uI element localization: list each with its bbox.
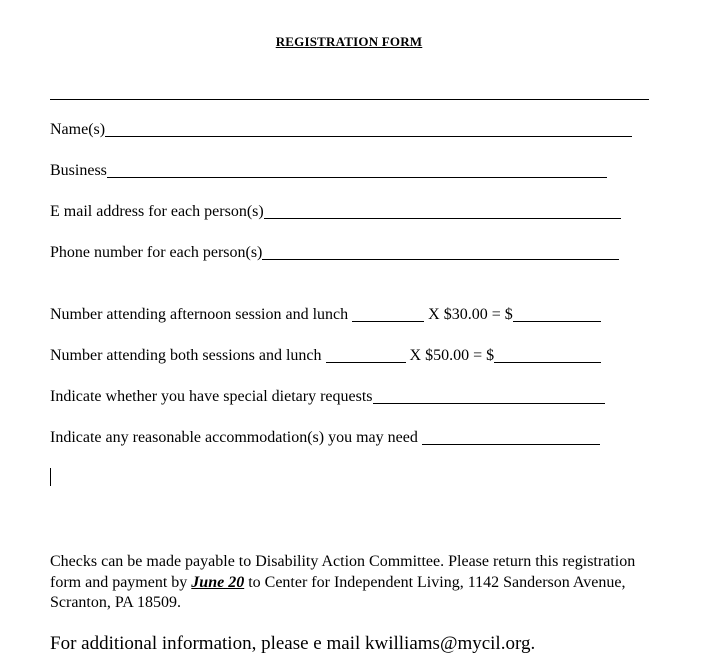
accommodation-label: Indicate any reasonable accommodation(s) you may need <box>50 429 418 446</box>
form-title: REGISTRATION FORM <box>275 34 423 49</box>
payment-deadline: June 20 <box>191 573 245 591</box>
business-label: Business <box>50 162 107 179</box>
afternoon-count-blank[interactable] <box>352 305 424 322</box>
afternoon-total-blank[interactable] <box>513 305 601 322</box>
both-sessions-row <box>50 346 601 366</box>
header-divider <box>50 99 649 100</box>
names-label: Name(s) <box>50 121 106 138</box>
afternoon-label: Number attending afternoon session and lunch <box>50 306 349 323</box>
text-cursor <box>50 468 51 486</box>
email-label: E mail address for each person(s) <box>50 203 264 220</box>
payment-text-start: Checks can be made payable to Disability Action Committee. Please return this registration form and payment by <box>50 553 636 591</box>
dietary-row <box>50 387 605 407</box>
payment-text-end: to Center for Independent Living, 1142 Sanderson Avenue, Scranton, PA 18509. <box>50 573 626 611</box>
both-price: X $50.00 = $ <box>409 347 495 364</box>
phone-row <box>50 243 619 263</box>
both-sessions-label: Number attending both sessions and lunch <box>50 347 322 364</box>
afternoon-row <box>50 305 601 325</box>
both-total-blank[interactable] <box>494 346 601 363</box>
email-blank[interactable] <box>264 202 621 219</box>
business-blank[interactable] <box>107 161 607 178</box>
accommodation-row <box>50 428 600 448</box>
accommodation-blank[interactable] <box>422 428 600 445</box>
business-row <box>50 161 607 181</box>
dietary-label: Indicate whether you have special dietary requests <box>50 388 373 405</box>
phone-blank[interactable] <box>262 243 619 260</box>
phone-label: Phone number for each person(s) <box>50 244 263 261</box>
contact-info: For additional information, please e mail kwilliams@mycil.org. <box>50 633 536 654</box>
names-blank[interactable] <box>105 120 632 137</box>
email-row <box>50 202 621 222</box>
both-count-blank[interactable] <box>326 346 406 363</box>
dietary-blank[interactable] <box>373 387 605 404</box>
names-row <box>50 120 632 140</box>
afternoon-price: X $30.00 = $ <box>428 306 513 323</box>
payment-instructions <box>50 552 650 614</box>
